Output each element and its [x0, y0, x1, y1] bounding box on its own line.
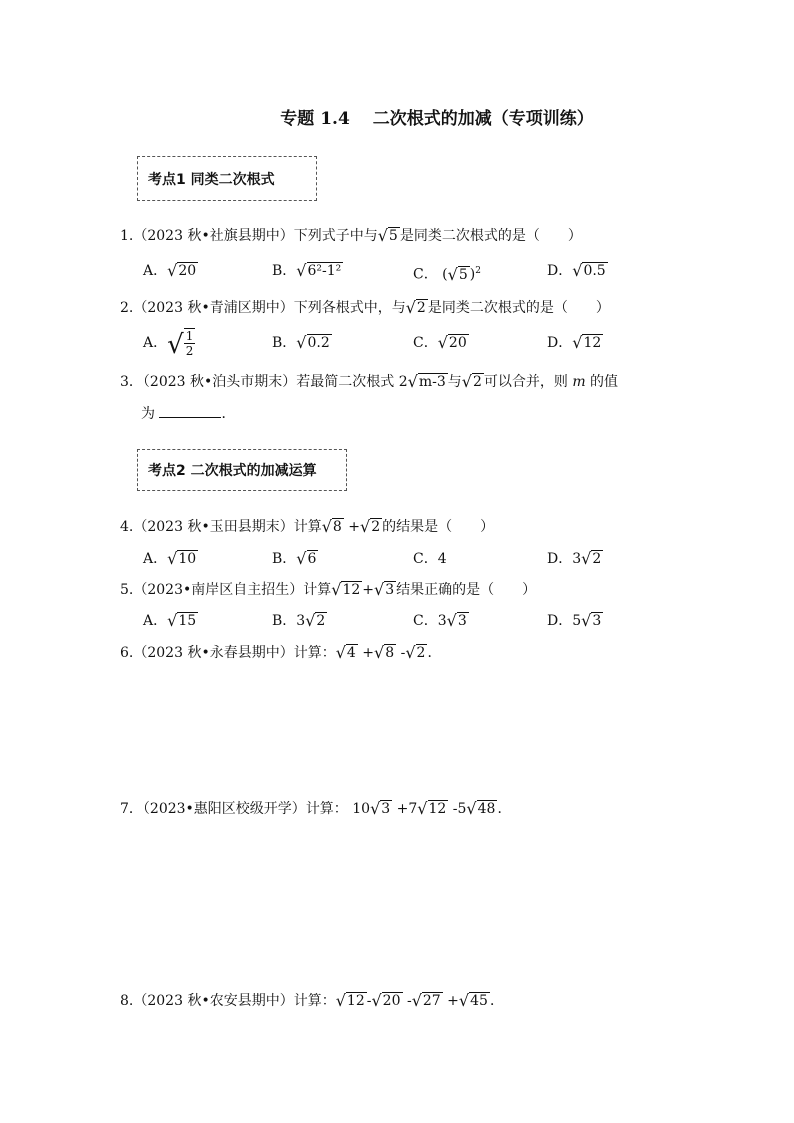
section-box-2 [137, 449, 347, 491]
q2-option-b[interactable]: B．√0.2 [272, 333, 330, 352]
question-3-line-2: 为 ． [141, 406, 236, 422]
question-6: 6.（2023 秋•永春县期中）计算：√4 +√8 -√2 ． [120, 643, 442, 662]
q5-option-d[interactable]: D．5√3 [547, 611, 602, 630]
question-7-source: （2023•惠阳区校级开学） [142, 801, 306, 817]
q5-option-b[interactable]: B．3√2 [272, 611, 326, 630]
sqrt: √5 [377, 226, 398, 245]
q4-option-b[interactable]: B．√6 [272, 549, 317, 568]
question-2: 2.（2023 秋•青浦区期中）下列各根式中，与√2 是同类二次根式的是（ ） [120, 298, 610, 317]
q4-option-c[interactable]: C．4 [413, 551, 447, 567]
q2-option-a[interactable]: A．√ $\frac{1}{2}$ [143, 329, 194, 360]
question-8: 8.（2023 秋•农安县期中）计算：√12 -√20 -√27 +√45 ． [120, 991, 504, 1010]
question-3-source: （2023 秋•泊头市期末） [142, 374, 297, 390]
question-6-source: （2023 秋•永春县期中） [133, 645, 294, 661]
q1-option-c[interactable]: C． (√5 )$^2$ [413, 264, 481, 284]
section-box-1 [137, 156, 317, 201]
q2-option-d[interactable]: D．√12 [547, 333, 602, 352]
question-2-source: （2023 秋•青浦区期中） [133, 300, 294, 316]
q4-option-a[interactable]: A．√10 [143, 549, 197, 568]
q5-option-a[interactable]: A．√15 [143, 611, 197, 630]
question-4-source: （2023 秋•玉田县期末） [133, 519, 294, 535]
page-title: 专题 1.4 二次根式的加减（专项训练） [280, 109, 594, 129]
question-8-source: （2023 秋•农安县期中） [133, 993, 294, 1009]
q4-option-d[interactable]: D．3√2 [547, 549, 602, 568]
q1-option-b[interactable]: B．√6²-1² [272, 261, 342, 280]
q1-option-a[interactable]: A．√20 [143, 261, 197, 280]
question-1-source: （2023 秋•社旗县期中） [133, 228, 294, 244]
question-4: 4.（2023 秋•玉田县期末）计算√8 +√2 的结果是（ ） [120, 517, 495, 536]
question-5: 5.（2023•南岸区自主招生）计算√12 +√3 结果正确的是（ ） [120, 580, 537, 599]
question-3: 3．（2023 秋•泊头市期末）若最简二次根式 2√m-3 与√2 可以合并，则 m 的值 [120, 372, 619, 391]
question-7: 7．（2023•惠阳区校级开学）计算： 10√3 +7√12 -5√48 ． [120, 799, 512, 818]
q2-option-c[interactable]: C．√20 [413, 333, 467, 352]
section-label-1: 考点1 同类二次根式 [148, 171, 275, 188]
section-label-2: 考点2 二次根式的加减运算 [148, 463, 317, 479]
answer-blank[interactable] [159, 405, 221, 418]
question-1: 1.（2023 秋•社旗县期中）下列式子中与√5 是同类二次根式的是（ ） [120, 226, 582, 245]
q5-option-c[interactable]: C．3√3 [413, 611, 467, 630]
q1-option-d[interactable]: D．√0.5 [547, 261, 606, 280]
question-5-source: （2023•南岸区自主招生） [133, 582, 304, 598]
